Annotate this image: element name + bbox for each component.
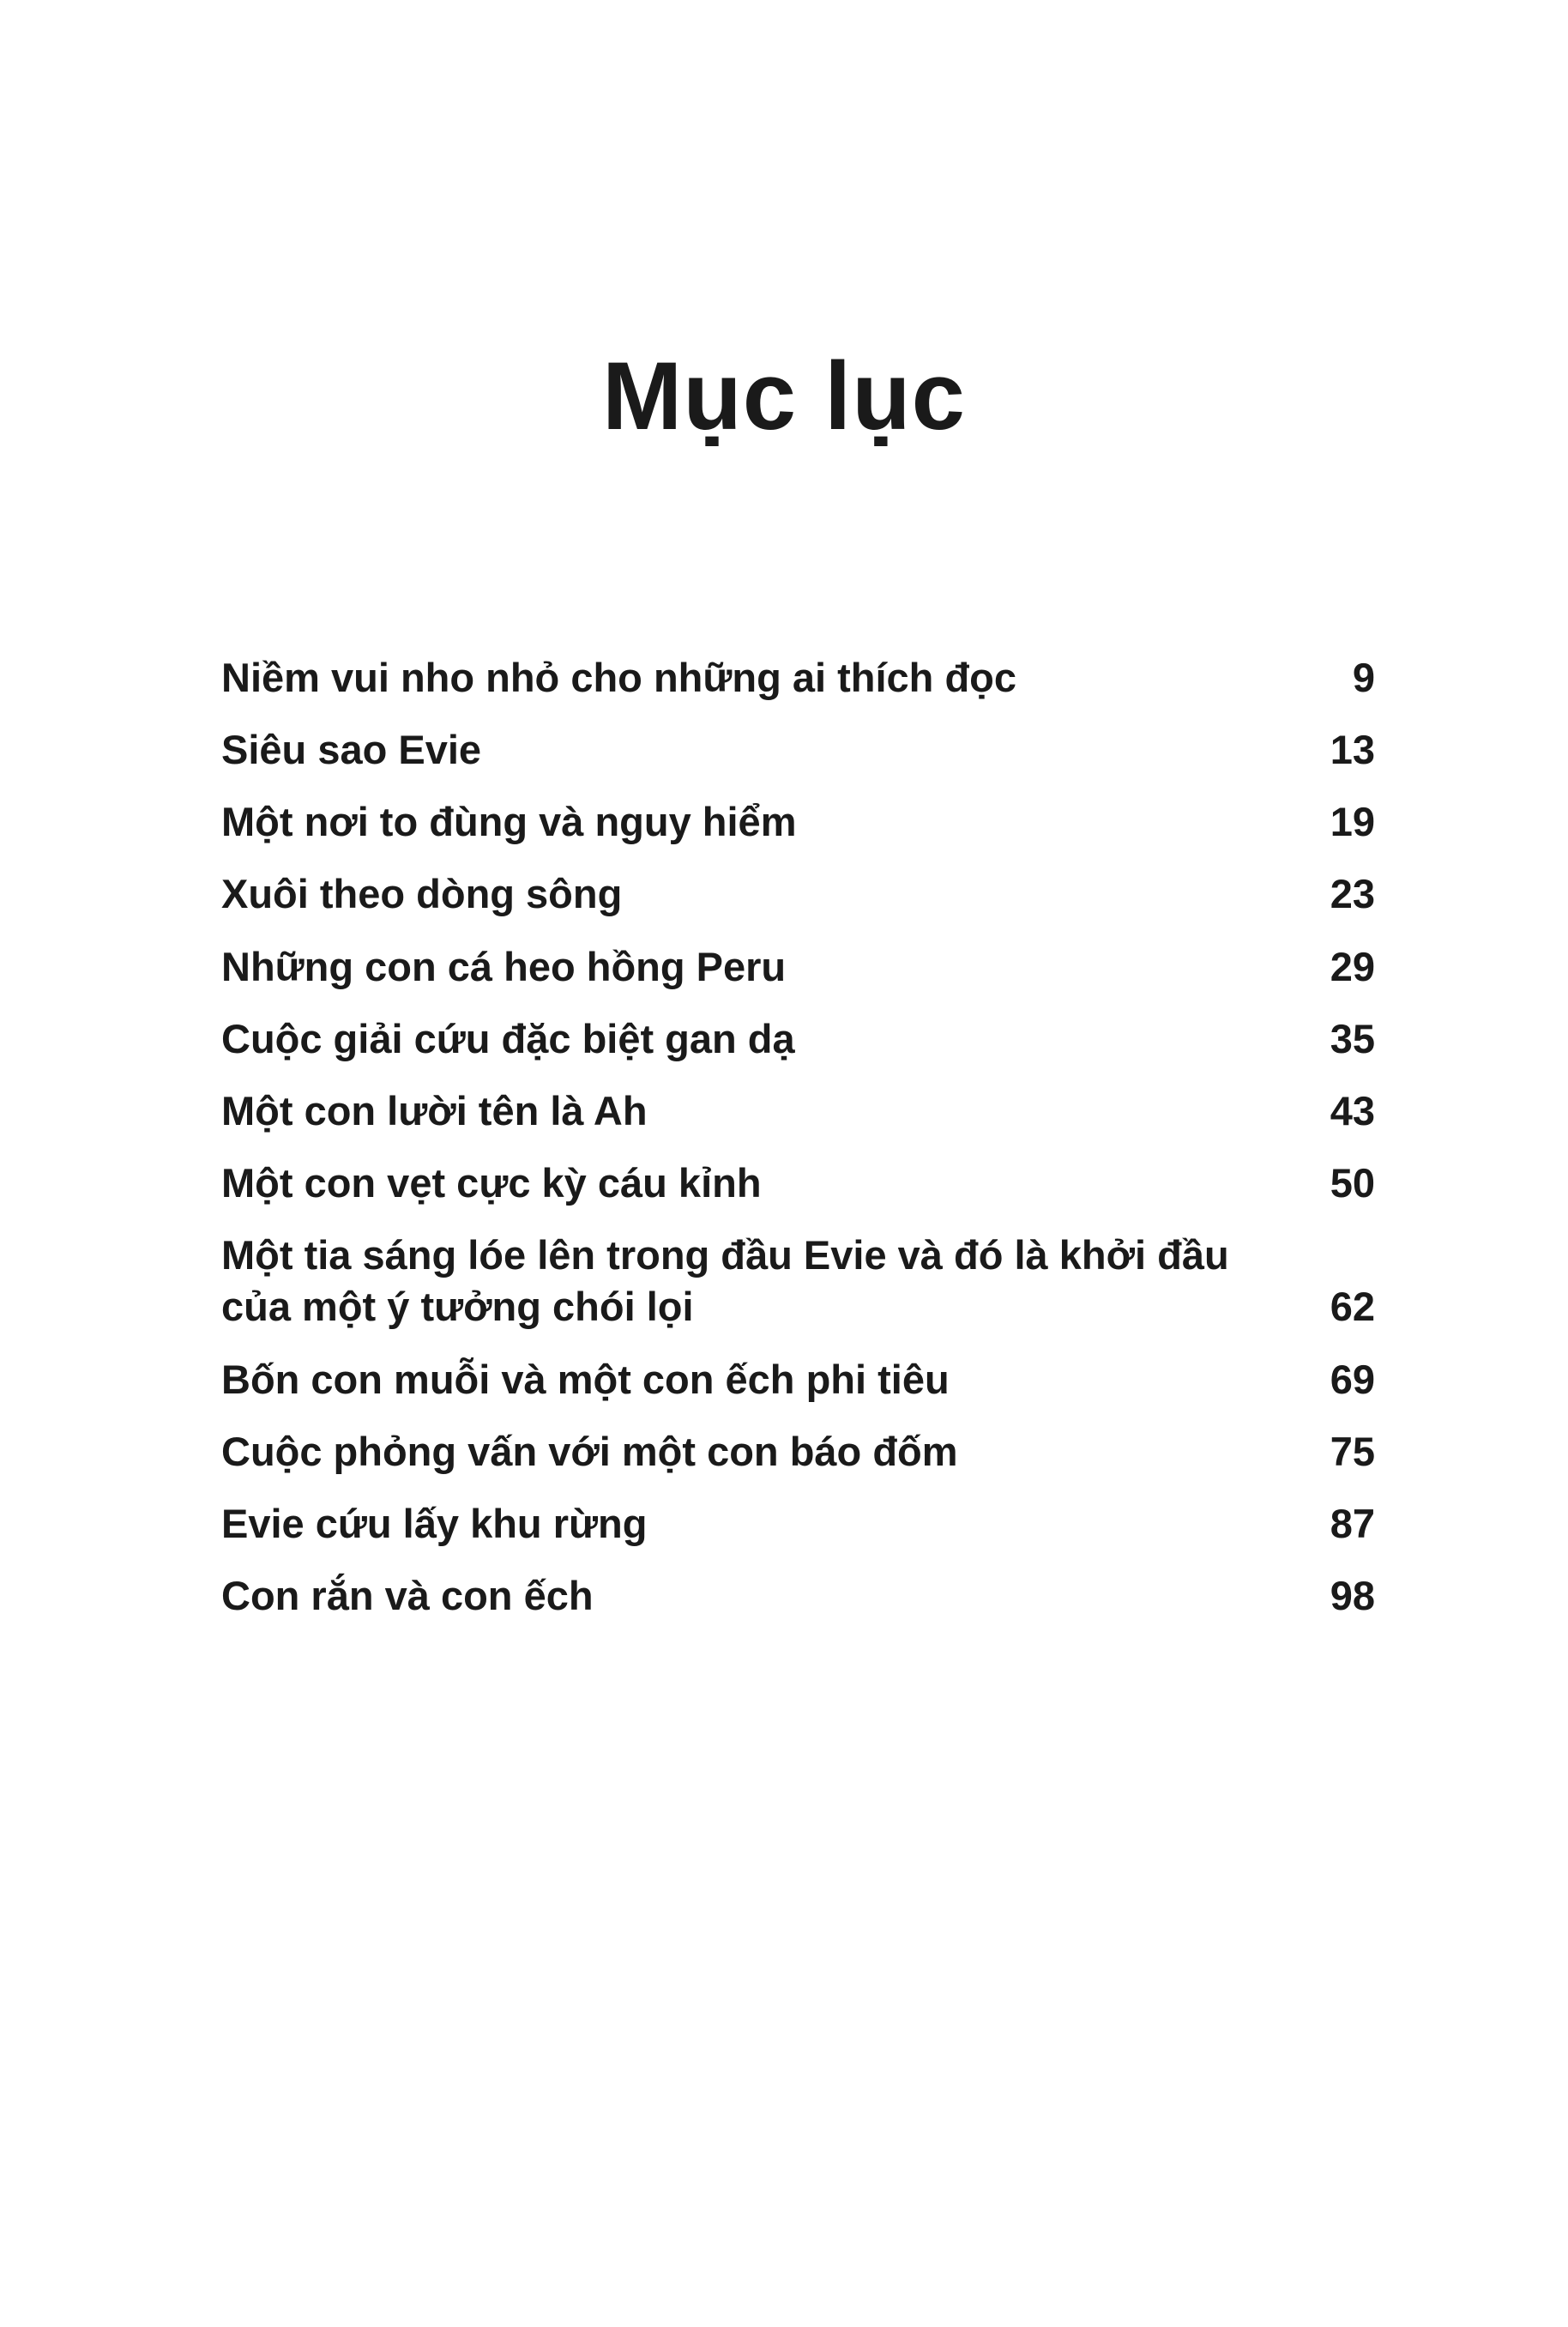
list-item[interactable] [221,1426,1375,1478]
toc-entry-label: Một con lười tên là Ah [221,1087,648,1133]
toc-entry-label: Một nơi to đùng và nguy hiểm [221,799,797,845]
list-item[interactable] [221,1230,1375,1333]
toc-entry-label: Con rắn và con ếch [221,1573,594,1619]
toc-entry-page: 43 [1330,1087,1375,1133]
list-item[interactable] [221,1354,1375,1405]
list-item[interactable] [221,941,1375,993]
list-item[interactable] [221,1157,1375,1209]
list-item[interactable] [221,796,1375,848]
table-of-contents [221,652,1375,1642]
toc-entry-page: 23 [1330,871,1375,917]
toc-entry-label: Một tia sáng lóe lên trong đầu Evie và đó là khởi đầu của một ý tưởng chói lọi [221,1232,1229,1330]
list-item[interactable] [221,868,1375,920]
toc-entry-label: Bốn con muỗi và một con ếch phi tiêu [221,1356,950,1402]
toc-entry-page: 9 [1352,655,1375,700]
list-item[interactable] [221,652,1375,704]
toc-entry-label: Evie cứu lấy khu rừng [221,1500,648,1546]
toc-entry-label: Một con vẹt cực kỳ cáu kỉnh [221,1160,762,1206]
toc-entry-page: 29 [1330,943,1375,989]
toc-entry-label: Niềm vui nho nhỏ cho những ai thích đọc [221,655,1017,700]
toc-entry-label: Cuộc phỏng vấn với một con báo đốm [221,1428,958,1474]
toc-entry-label: Siêu sao Evie [221,727,482,773]
list-item[interactable] [221,1013,1375,1065]
toc-entry-page: 13 [1330,727,1375,773]
list-item[interactable] [221,1498,1375,1550]
toc-entry-page: 19 [1330,799,1375,845]
toc-entry-page: 75 [1330,1428,1375,1474]
list-item[interactable] [221,724,1375,776]
toc-entry-label: Cuộc giải cứu đặc biệt gan dạ [221,1015,795,1061]
toc-entry-page: 50 [1330,1160,1375,1206]
toc-entry-label: Những con cá heo hồng Peru [221,943,787,989]
list-item[interactable] [221,1085,1375,1137]
list-item[interactable] [221,1570,1375,1622]
toc-entry-page: 62 [1330,1284,1375,1330]
page-title: Mục lục [602,342,966,450]
toc-entry-page: 98 [1330,1573,1375,1619]
toc-entry-page: 35 [1330,1015,1375,1061]
toc-entry-page: 87 [1330,1500,1375,1546]
toc-entry-page: 69 [1330,1356,1375,1402]
toc-entry-label: Xuôi theo dòng sông [221,871,623,917]
